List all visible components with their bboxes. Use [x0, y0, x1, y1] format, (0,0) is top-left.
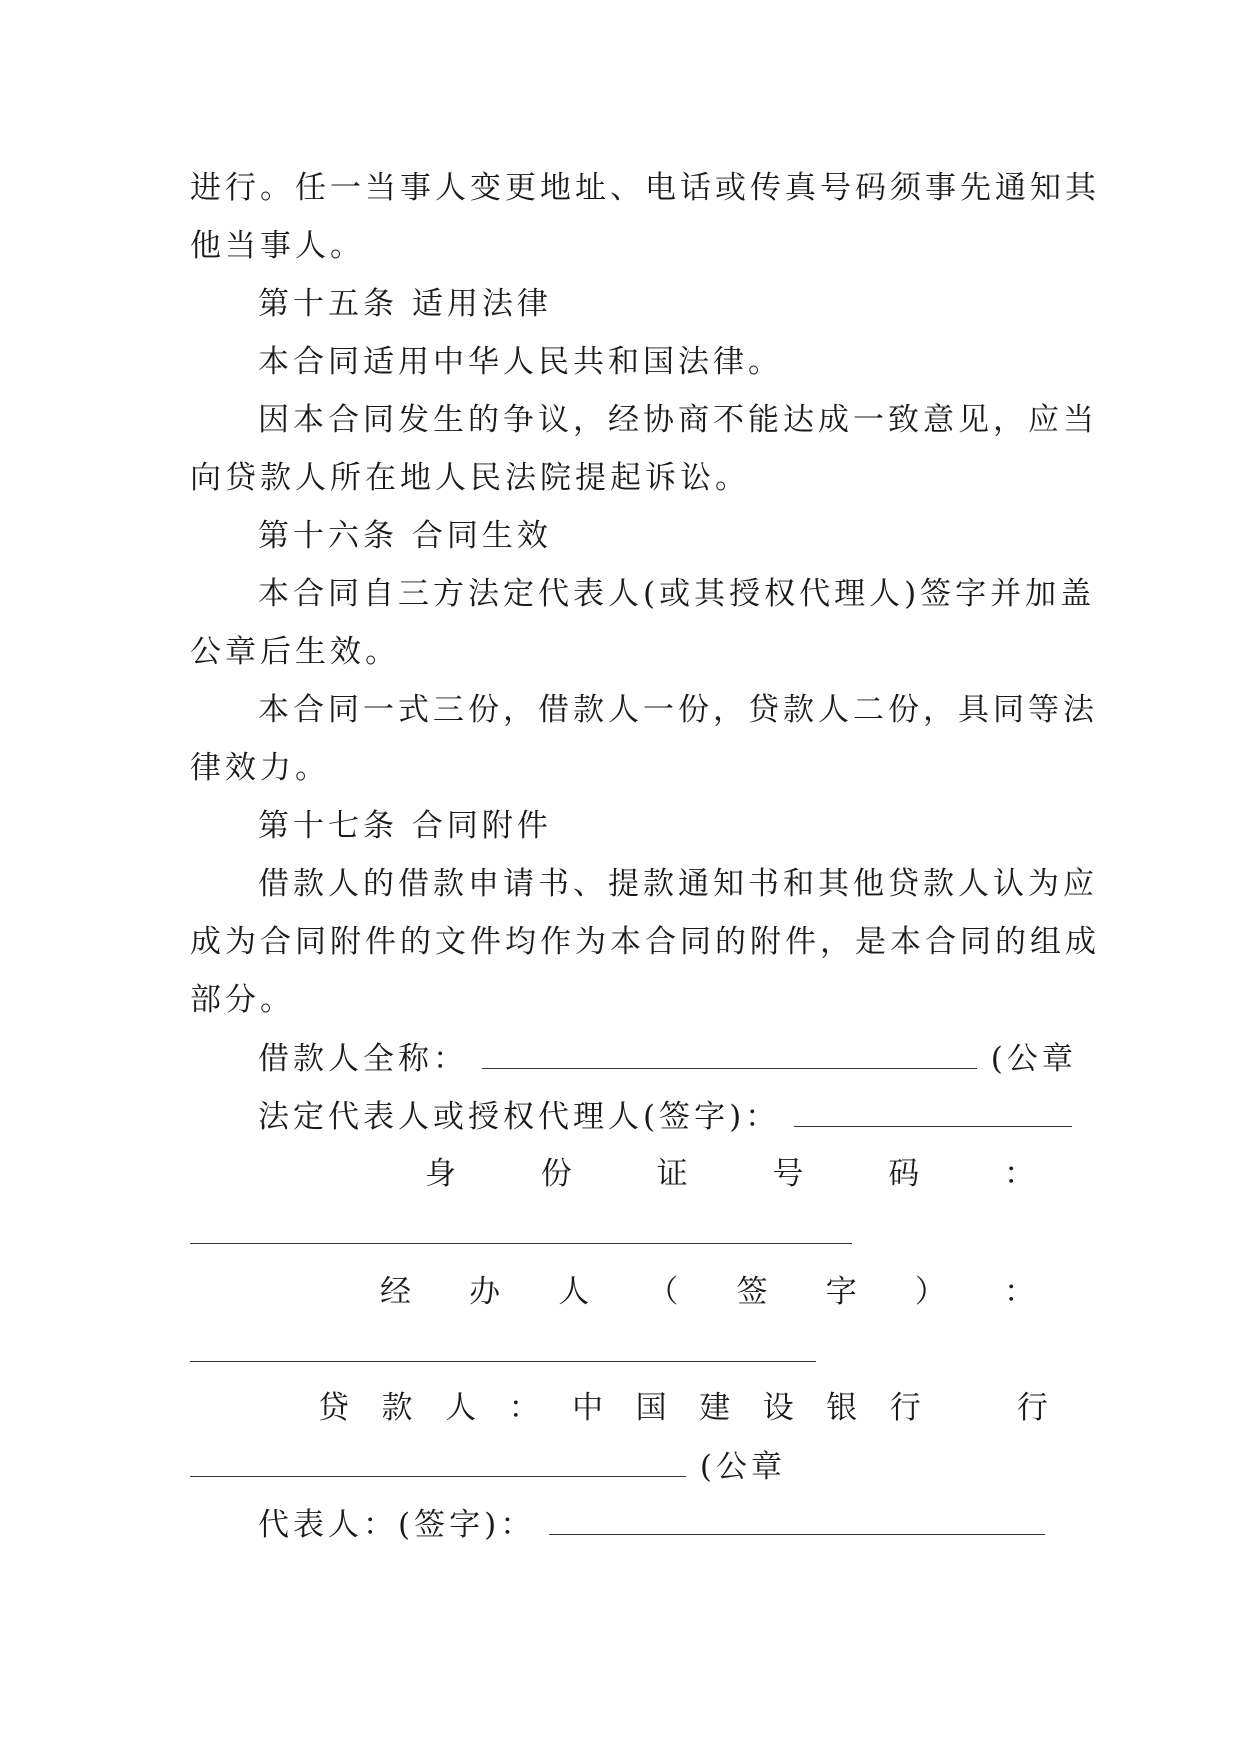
representative-label: 代表人：(签字)： [258, 1507, 536, 1543]
paragraph-line: 公章后生效。 [190, 634, 400, 670]
paragraph-line: 进行。任一当事人变更地址、电话或传真号码须事先通知其 [190, 170, 1100, 206]
id-number-label: 身 份 证 号 码 ： [425, 1156, 1035, 1192]
legal-rep-label: 法定代表人或授权代理人(签字)： [258, 1099, 781, 1135]
legal-rep-blank[interactable] [794, 1096, 1072, 1127]
lender-name-blank[interactable] [190, 1446, 686, 1477]
article-15-heading: 第十五条 适用法律 [258, 286, 552, 322]
paragraph-line: 本合同一式三份，借款人一份，贷款人二份，具同等法 [258, 692, 1098, 728]
lender-label: 贷 款 人 ： 中 国 建 设 银 行 行 [318, 1390, 1048, 1426]
borrower-seal-text: (公章 [990, 1041, 1077, 1077]
representative-blank[interactable] [549, 1504, 1045, 1535]
paragraph-line: 本合同适用中华人民共和国法律。 [258, 344, 783, 380]
handler-blank[interactable] [190, 1361, 816, 1362]
paragraph-line: 成为合同附件的文件均作为本合同的附件，是本合同的组成 [190, 924, 1100, 960]
article-16-heading: 第十六条 合同生效 [258, 518, 552, 554]
paragraph-line: 本合同自三方法定代表人(或其授权代理人)签字并加盖 [258, 576, 1096, 612]
borrower-name-blank[interactable] [482, 1038, 977, 1069]
borrower-name-label: 借款人全称： [258, 1041, 468, 1077]
paragraph-line: 借款人的借款申请书、提款通知书和其他贷款人认为应 [258, 866, 1098, 902]
lender-seal-line [190, 1446, 890, 1486]
paragraph-line: 他当事人。 [190, 228, 365, 264]
paragraph-line: 律效力。 [190, 750, 330, 786]
paragraph-line: 向贷款人所在地人民法院提起诉讼。 [190, 460, 750, 496]
lender-seal-text: (公章 [699, 1449, 786, 1485]
paragraph-line: 因本合同发生的争议，经协商不能达成一致意见，应当 [258, 402, 1098, 438]
handler-label: 经 办 人 （ 签 字 ） ： [380, 1274, 1035, 1310]
borrower-name-line [258, 1038, 1077, 1078]
representative-line [258, 1504, 1058, 1544]
paragraph-line: 部分。 [190, 982, 295, 1018]
id-number-blank[interactable] [190, 1243, 852, 1244]
article-17-heading: 第十七条 合同附件 [258, 808, 552, 844]
legal-rep-line [258, 1096, 1058, 1136]
